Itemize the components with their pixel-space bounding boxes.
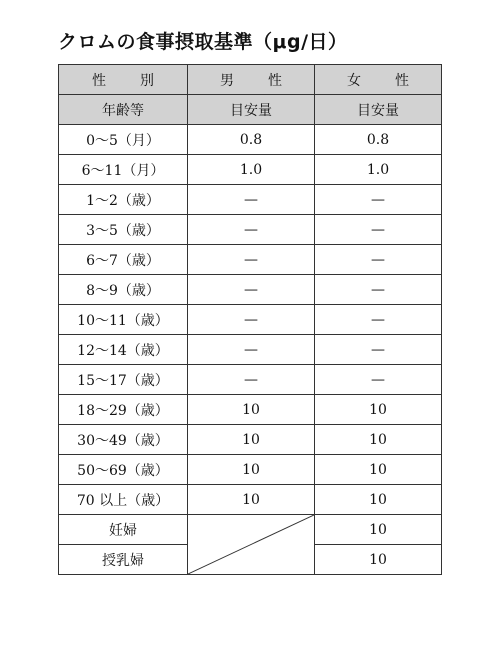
table-row: [59, 245, 442, 275]
age-cell: 30～49（歳）: [59, 425, 188, 455]
female-value: —: [315, 305, 442, 335]
male-value: 0.8: [188, 125, 315, 155]
table-row: [59, 395, 442, 425]
age-cell: 6～7（歳）: [59, 245, 188, 275]
female-value: —: [315, 245, 442, 275]
female-value: 10: [315, 545, 442, 575]
male-value: —: [188, 245, 315, 275]
female-value: 0.8: [315, 125, 442, 155]
header-row-sex: [59, 65, 442, 95]
male-value: —: [188, 185, 315, 215]
female-value: —: [315, 185, 442, 215]
female-value: 10: [315, 395, 442, 425]
age-cell: 50～69（歳）: [59, 455, 188, 485]
female-value: 10: [315, 425, 442, 455]
header-male: 男 性: [188, 65, 315, 95]
table-row: [59, 185, 442, 215]
special-label-pregnant: 妊婦: [59, 515, 188, 545]
female-value: 10: [315, 485, 442, 515]
table-row: [59, 365, 442, 395]
age-cell: 3～5（歳）: [59, 215, 188, 245]
header-female: 女 性: [315, 65, 442, 95]
table-row: [59, 425, 442, 455]
table-row: [59, 485, 442, 515]
table-row: [59, 275, 442, 305]
male-value: 10: [188, 485, 315, 515]
diagonal-line: [188, 515, 314, 574]
age-cell: 70 以上（歳）: [59, 485, 188, 515]
male-value: 1.0: [188, 155, 315, 185]
female-value: —: [315, 335, 442, 365]
age-cell: 1～2（歳）: [59, 185, 188, 215]
table-row: [59, 125, 442, 155]
special-label-lactating: 授乳婦: [59, 545, 188, 575]
header-female-metric: 目安量: [315, 95, 442, 125]
header-sex: 性 別: [59, 65, 188, 95]
table-row: [59, 305, 442, 335]
male-value: —: [188, 275, 315, 305]
header-age-group: 年齢等: [59, 95, 188, 125]
female-value: 1.0: [315, 155, 442, 185]
age-cell: 8～9（歳）: [59, 275, 188, 305]
table-row: [59, 215, 442, 245]
female-value: 10: [315, 515, 442, 545]
table-row: [59, 155, 442, 185]
female-value: —: [315, 365, 442, 395]
male-value: 10: [188, 455, 315, 485]
age-cell: 15～17（歳）: [59, 365, 188, 395]
male-value: —: [188, 305, 315, 335]
not-applicable-diagonal: [188, 515, 315, 575]
female-value: 10: [315, 455, 442, 485]
age-cell: 0～5（月）: [59, 125, 188, 155]
header-male-metric: 目安量: [188, 95, 315, 125]
female-value: —: [315, 215, 442, 245]
female-value: —: [315, 275, 442, 305]
male-value: —: [188, 365, 315, 395]
table-row: [59, 455, 442, 485]
male-value: —: [188, 335, 315, 365]
age-cell: 12～14（歳）: [59, 335, 188, 365]
male-value: 10: [188, 395, 315, 425]
male-value: 10: [188, 425, 315, 455]
header-row-metric: [59, 95, 442, 125]
male-value: —: [188, 215, 315, 245]
age-cell: 10～11（歳）: [59, 305, 188, 335]
table-row: [59, 335, 442, 365]
chromium-intake-table: [58, 64, 442, 575]
page-title: クロムの食事摂取基準（μg/日）: [58, 31, 348, 53]
age-cell: 6～11（月）: [59, 155, 188, 185]
age-cell: 18～29（歳）: [59, 395, 188, 425]
table-row-pregnant: [59, 515, 442, 545]
